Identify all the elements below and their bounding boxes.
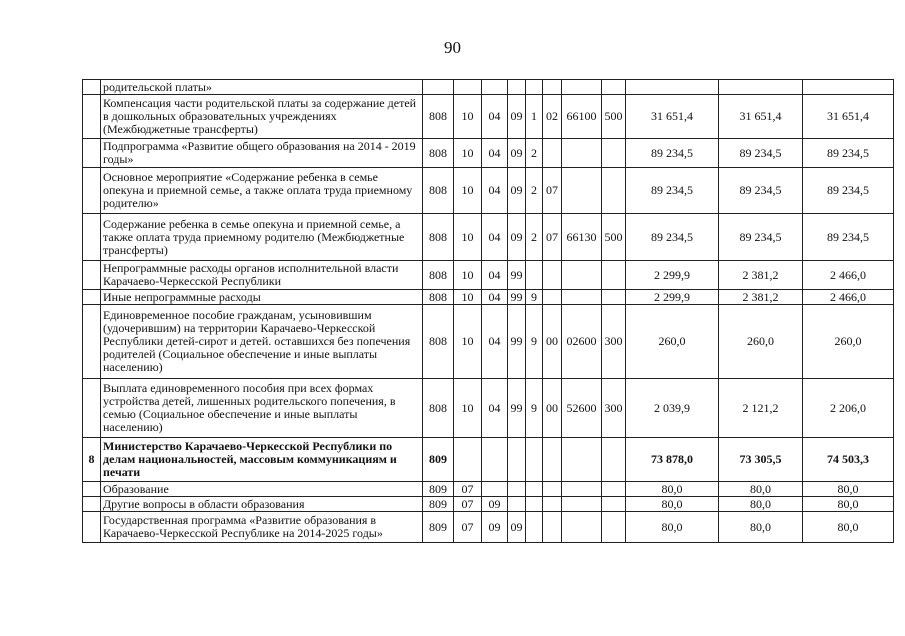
- code-subprogram: [526, 482, 543, 497]
- code-subsection: 04: [482, 95, 508, 139]
- row-name: Компенсация части родительской платы за содержание детей в дошкольных образовательных учреждениях (Межбюджетные трансферты): [101, 95, 423, 139]
- code-subsection: 04: [482, 168, 508, 214]
- budget-table: [82, 79, 894, 543]
- amount-year-2: 89 234,5: [719, 139, 803, 168]
- table-row: [83, 512, 894, 543]
- amount-year-1: 89 234,5: [626, 214, 719, 261]
- row-name: Иные непрограммные расходы: [101, 290, 423, 305]
- code-expense-type: [602, 139, 626, 168]
- amount-year-3: 74 503,3: [803, 438, 894, 482]
- row-number: [83, 305, 101, 379]
- amount-year-2: 31 651,4: [719, 95, 803, 139]
- code-program: [508, 497, 526, 512]
- table-row: [83, 290, 894, 305]
- table-row: [83, 80, 894, 95]
- code-activity: [543, 80, 562, 95]
- code-activity: 00: [543, 379, 562, 438]
- code-ministry: 809: [423, 482, 454, 497]
- code-section: [454, 438, 482, 482]
- amount-year-3: [803, 80, 894, 95]
- code-program: [508, 80, 526, 95]
- row-number: [83, 80, 101, 95]
- code-direction: [562, 482, 602, 497]
- code-ministry: 808: [423, 214, 454, 261]
- table-row: [83, 497, 894, 512]
- code-direction: [562, 512, 602, 543]
- table-body: [83, 80, 894, 543]
- table-row: [83, 261, 894, 290]
- code-program: 99: [508, 290, 526, 305]
- code-direction: [562, 290, 602, 305]
- code-subprogram: [526, 80, 543, 95]
- row-number: [83, 497, 101, 512]
- amount-year-3: 80,0: [803, 497, 894, 512]
- code-program: 09: [508, 139, 526, 168]
- code-ministry: 808: [423, 261, 454, 290]
- amount-year-3: 260,0: [803, 305, 894, 379]
- code-expense-type: [602, 497, 626, 512]
- amount-year-1: 2 039,9: [626, 379, 719, 438]
- amount-year-1: 31 651,4: [626, 95, 719, 139]
- code-subsection: 04: [482, 290, 508, 305]
- code-activity: 07: [543, 214, 562, 261]
- code-subprogram: [526, 497, 543, 512]
- table-row: [83, 379, 894, 438]
- table-row: [83, 139, 894, 168]
- code-expense-type: [602, 482, 626, 497]
- code-ministry: [423, 80, 454, 95]
- code-ministry: 809: [423, 497, 454, 512]
- code-subprogram: [526, 438, 543, 482]
- code-subsection: 09: [482, 497, 508, 512]
- code-direction: [562, 438, 602, 482]
- code-subsection: 04: [482, 379, 508, 438]
- code-subprogram: 1: [526, 95, 543, 139]
- code-section: 10: [454, 95, 482, 139]
- amount-year-2: 2 381,2: [719, 290, 803, 305]
- code-activity: [543, 482, 562, 497]
- code-subsection: 04: [482, 261, 508, 290]
- code-section: 07: [454, 497, 482, 512]
- code-ministry: 808: [423, 95, 454, 139]
- code-ministry: 808: [423, 290, 454, 305]
- row-name: Образование: [101, 482, 423, 497]
- code-program: 99: [508, 379, 526, 438]
- code-subprogram: 2: [526, 139, 543, 168]
- page-number: 90: [444, 38, 461, 57]
- amount-year-3: 80,0: [803, 512, 894, 543]
- amount-year-2: 80,0: [719, 482, 803, 497]
- amount-year-3: 2 206,0: [803, 379, 894, 438]
- code-expense-type: 300: [602, 305, 626, 379]
- code-activity: [543, 261, 562, 290]
- code-activity: 07: [543, 168, 562, 214]
- code-expense-type: [602, 438, 626, 482]
- code-expense-type: 500: [602, 95, 626, 139]
- code-activity: [543, 497, 562, 512]
- code-direction: [562, 139, 602, 168]
- code-program: 09: [508, 512, 526, 543]
- code-expense-type: [602, 261, 626, 290]
- code-ministry: 808: [423, 168, 454, 214]
- code-direction: [562, 497, 602, 512]
- row-name: Другие вопросы в области образования: [101, 497, 423, 512]
- code-section: 07: [454, 482, 482, 497]
- code-direction: 66100: [562, 95, 602, 139]
- code-direction: 52600: [562, 379, 602, 438]
- table-row: [83, 438, 894, 482]
- code-section: [454, 80, 482, 95]
- code-subsection: 04: [482, 305, 508, 379]
- code-section: 10: [454, 214, 482, 261]
- row-name: Выплата единовременного пособия при всех формах устройства детей, лишенных родительского попечения, в семью (Социальное обеспечение и иные выплаты населению): [101, 379, 423, 438]
- amount-year-3: 89 234,5: [803, 139, 894, 168]
- code-direction: 66130: [562, 214, 602, 261]
- row-name: Единовременное пособие гражданам, усыновившим (удочерившим) на территории Карачаево-Черкесской Республики детей-сирот и детей. оставшихся без попечения родителей (Социальное обеспечение и иные выплаты населению): [101, 305, 423, 379]
- amount-year-3: 80,0: [803, 482, 894, 497]
- amount-year-2: 89 234,5: [719, 168, 803, 214]
- amount-year-1: 80,0: [626, 482, 719, 497]
- code-subprogram: 9: [526, 305, 543, 379]
- code-program: 09: [508, 95, 526, 139]
- code-program: 09: [508, 214, 526, 261]
- amount-year-2: 80,0: [719, 512, 803, 543]
- code-ministry: 808: [423, 379, 454, 438]
- code-subprogram: 9: [526, 379, 543, 438]
- code-expense-type: 300: [602, 379, 626, 438]
- row-name: Основное мероприятие «Содержание ребенка в семье опекуна и приемной семье, а также оплата труда приемному родителю»: [101, 168, 423, 214]
- amount-year-2: 89 234,5: [719, 214, 803, 261]
- row-name: Государственная программа «Развитие образования в Карачаево-Черкесской Республике на 2014-2025 годы»: [101, 512, 423, 543]
- code-direction: 02600: [562, 305, 602, 379]
- row-number: [83, 168, 101, 214]
- code-subprogram: [526, 512, 543, 543]
- code-activity: [543, 438, 562, 482]
- code-ministry: 808: [423, 305, 454, 379]
- code-subsection: 09: [482, 512, 508, 543]
- code-section: 10: [454, 379, 482, 438]
- code-program: 09: [508, 168, 526, 214]
- amount-year-2: 2 381,2: [719, 261, 803, 290]
- code-section: 10: [454, 290, 482, 305]
- row-name: Министерство Карачаево-Черкесской Республики по делам национальностей, массовым коммуникациям и печати: [101, 438, 423, 482]
- row-number: [83, 95, 101, 139]
- code-direction: [562, 80, 602, 95]
- code-activity: [543, 290, 562, 305]
- amount-year-2: 73 305,5: [719, 438, 803, 482]
- amount-year-1: [626, 80, 719, 95]
- code-subsection: 04: [482, 139, 508, 168]
- table-row: [83, 305, 894, 379]
- row-name: родительской платы»: [101, 80, 423, 95]
- table-row: [83, 214, 894, 261]
- code-direction: [562, 168, 602, 214]
- code-subsection: 04: [482, 214, 508, 261]
- code-subsection: [482, 438, 508, 482]
- row-name: Содержание ребенка в семье опекуна и приемной семье, а также оплата труда приемному родителю (Межбюджетные трансферты): [101, 214, 423, 261]
- amount-year-1: 260,0: [626, 305, 719, 379]
- amount-year-3: 89 234,5: [803, 168, 894, 214]
- table-row: [83, 168, 894, 214]
- code-expense-type: [602, 168, 626, 214]
- code-expense-type: [602, 80, 626, 95]
- amount-year-1: 89 234,5: [626, 139, 719, 168]
- amount-year-2: 2 121,2: [719, 379, 803, 438]
- amount-year-3: 89 234,5: [803, 214, 894, 261]
- code-subprogram: [526, 261, 543, 290]
- amount-year-1: 80,0: [626, 497, 719, 512]
- code-section: 10: [454, 305, 482, 379]
- code-subprogram: 2: [526, 168, 543, 214]
- row-name: Непрограммные расходы органов исполнительной власти Карачаево-Черкесской Республики: [101, 261, 423, 290]
- code-section: 07: [454, 512, 482, 543]
- row-number: [83, 512, 101, 543]
- row-number: [83, 290, 101, 305]
- code-section: 10: [454, 168, 482, 214]
- row-number: [83, 482, 101, 497]
- code-section: 10: [454, 261, 482, 290]
- table-row: [83, 482, 894, 497]
- code-subprogram: 9: [526, 290, 543, 305]
- row-name: Подпрограмма «Развитие общего образования на 2014 - 2019 годы»: [101, 139, 423, 168]
- code-direction: [562, 261, 602, 290]
- row-number: [83, 379, 101, 438]
- amount-year-2: 260,0: [719, 305, 803, 379]
- code-ministry: 809: [423, 512, 454, 543]
- amount-year-2: [719, 80, 803, 95]
- amount-year-2: 80,0: [719, 497, 803, 512]
- code-activity: 00: [543, 305, 562, 379]
- row-number: [83, 139, 101, 168]
- row-number: 8: [83, 438, 101, 482]
- code-program: 99: [508, 305, 526, 379]
- amount-year-3: 2 466,0: [803, 290, 894, 305]
- amount-year-3: 2 466,0: [803, 261, 894, 290]
- code-program: 99: [508, 261, 526, 290]
- code-subsection: [482, 80, 508, 95]
- amount-year-1: 89 234,5: [626, 168, 719, 214]
- code-subprogram: 2: [526, 214, 543, 261]
- code-expense-type: [602, 290, 626, 305]
- code-ministry: 809: [423, 438, 454, 482]
- code-activity: 02: [543, 95, 562, 139]
- amount-year-1: 2 299,9: [626, 261, 719, 290]
- amount-year-1: 73 878,0: [626, 438, 719, 482]
- code-activity: [543, 139, 562, 168]
- code-ministry: 808: [423, 139, 454, 168]
- amount-year-1: 2 299,9: [626, 290, 719, 305]
- code-expense-type: 500: [602, 214, 626, 261]
- amount-year-1: 80,0: [626, 512, 719, 543]
- table-row: [83, 95, 894, 139]
- code-program: [508, 438, 526, 482]
- code-activity: [543, 512, 562, 543]
- code-subsection: [482, 482, 508, 497]
- amount-year-3: 31 651,4: [803, 95, 894, 139]
- row-number: [83, 214, 101, 261]
- code-section: 10: [454, 139, 482, 168]
- code-expense-type: [602, 512, 626, 543]
- row-number: [83, 261, 101, 290]
- code-program: [508, 482, 526, 497]
